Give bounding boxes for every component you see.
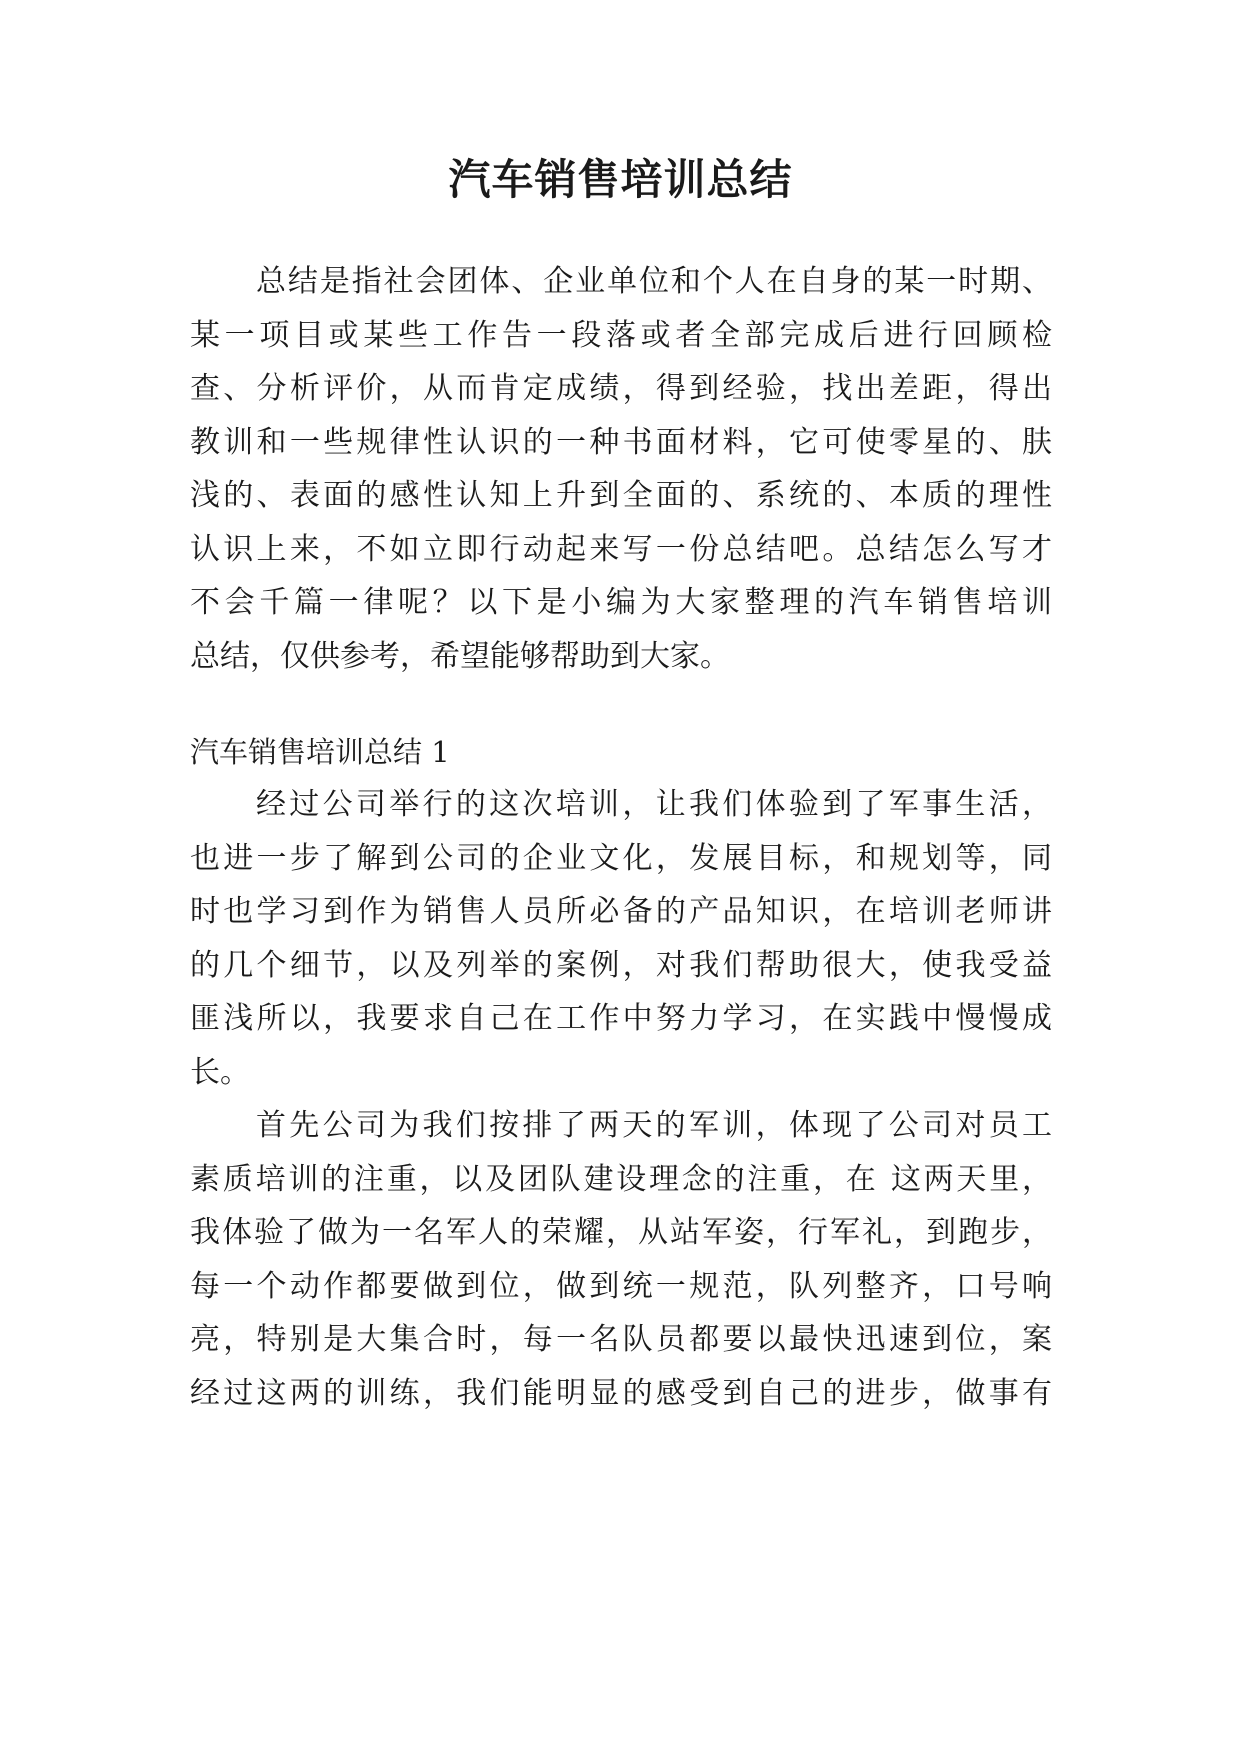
intro-line: 总结，仅供参考，希望能够帮助到大家。: [190, 639, 730, 674]
intro-line: 不会千篇一律呢？以下是小编为大家整理的汽车销售培训: [190, 585, 1052, 620]
body-line: 亮，特别是大集合时，每一名队员都要以最快迅速到位，案: [190, 1322, 1052, 1357]
body-line: 素质培训的注重，以及团队建设理念的注重，在 这两天里，: [190, 1162, 1052, 1197]
intro-line: 某一项目或某些工作告一段落或者全部完成后进行回顾检: [190, 318, 1052, 353]
body-line: 的几个细节，以及列举的案例，对我们帮助很大，使我受益: [190, 948, 1052, 983]
document-title: 汽车销售培训总结: [448, 155, 793, 204]
intro-line: 教训和一些规律性认识的一种书面材料，它可使零星的、肤: [190, 425, 1052, 460]
body-line: 经过这两的训练，我们能明显的感受到自己的进步，做事有: [190, 1376, 1052, 1411]
body-line: 时也学习到作为销售人员所必备的产品知识，在培训老师讲: [190, 894, 1052, 929]
body-line: 首先公司为我们按排了两天的军训，体现了公司对员工: [256, 1108, 1052, 1143]
body-line: 我体验了做为一名军人的荣耀，从站军姿，行军礼，到跑步，: [190, 1215, 1052, 1250]
intro-line: 查、分析评价，从而肯定成绩，得到经验，找出差距，得出: [190, 371, 1052, 406]
intro-line: 总结是指社会团体、企业单位和个人在自身的某一时期、: [256, 264, 1052, 299]
body-line: 也进一步了解到公司的企业文化，发展目标，和规划等，同: [190, 841, 1052, 876]
section-heading: 汽车销售培训总结 1: [190, 735, 450, 769]
body-line: 每一个动作都要做到位，做到统一规范，队列整齐，口号响: [190, 1269, 1052, 1304]
body-line: 长。: [190, 1055, 250, 1090]
body-line: 经过公司举行的这次培训，让我们体验到了军事生活，: [256, 787, 1052, 822]
intro-line: 认识上来，不如立即行动起来写一份总结吧。总结怎么写才: [190, 532, 1052, 567]
body-line: 匪浅所以，我要求自己在工作中努力学习，在实践中慢慢成: [190, 1001, 1052, 1036]
intro-line: 浅的、表面的感性认知上升到全面的、系统的、本质的理性: [190, 478, 1052, 513]
